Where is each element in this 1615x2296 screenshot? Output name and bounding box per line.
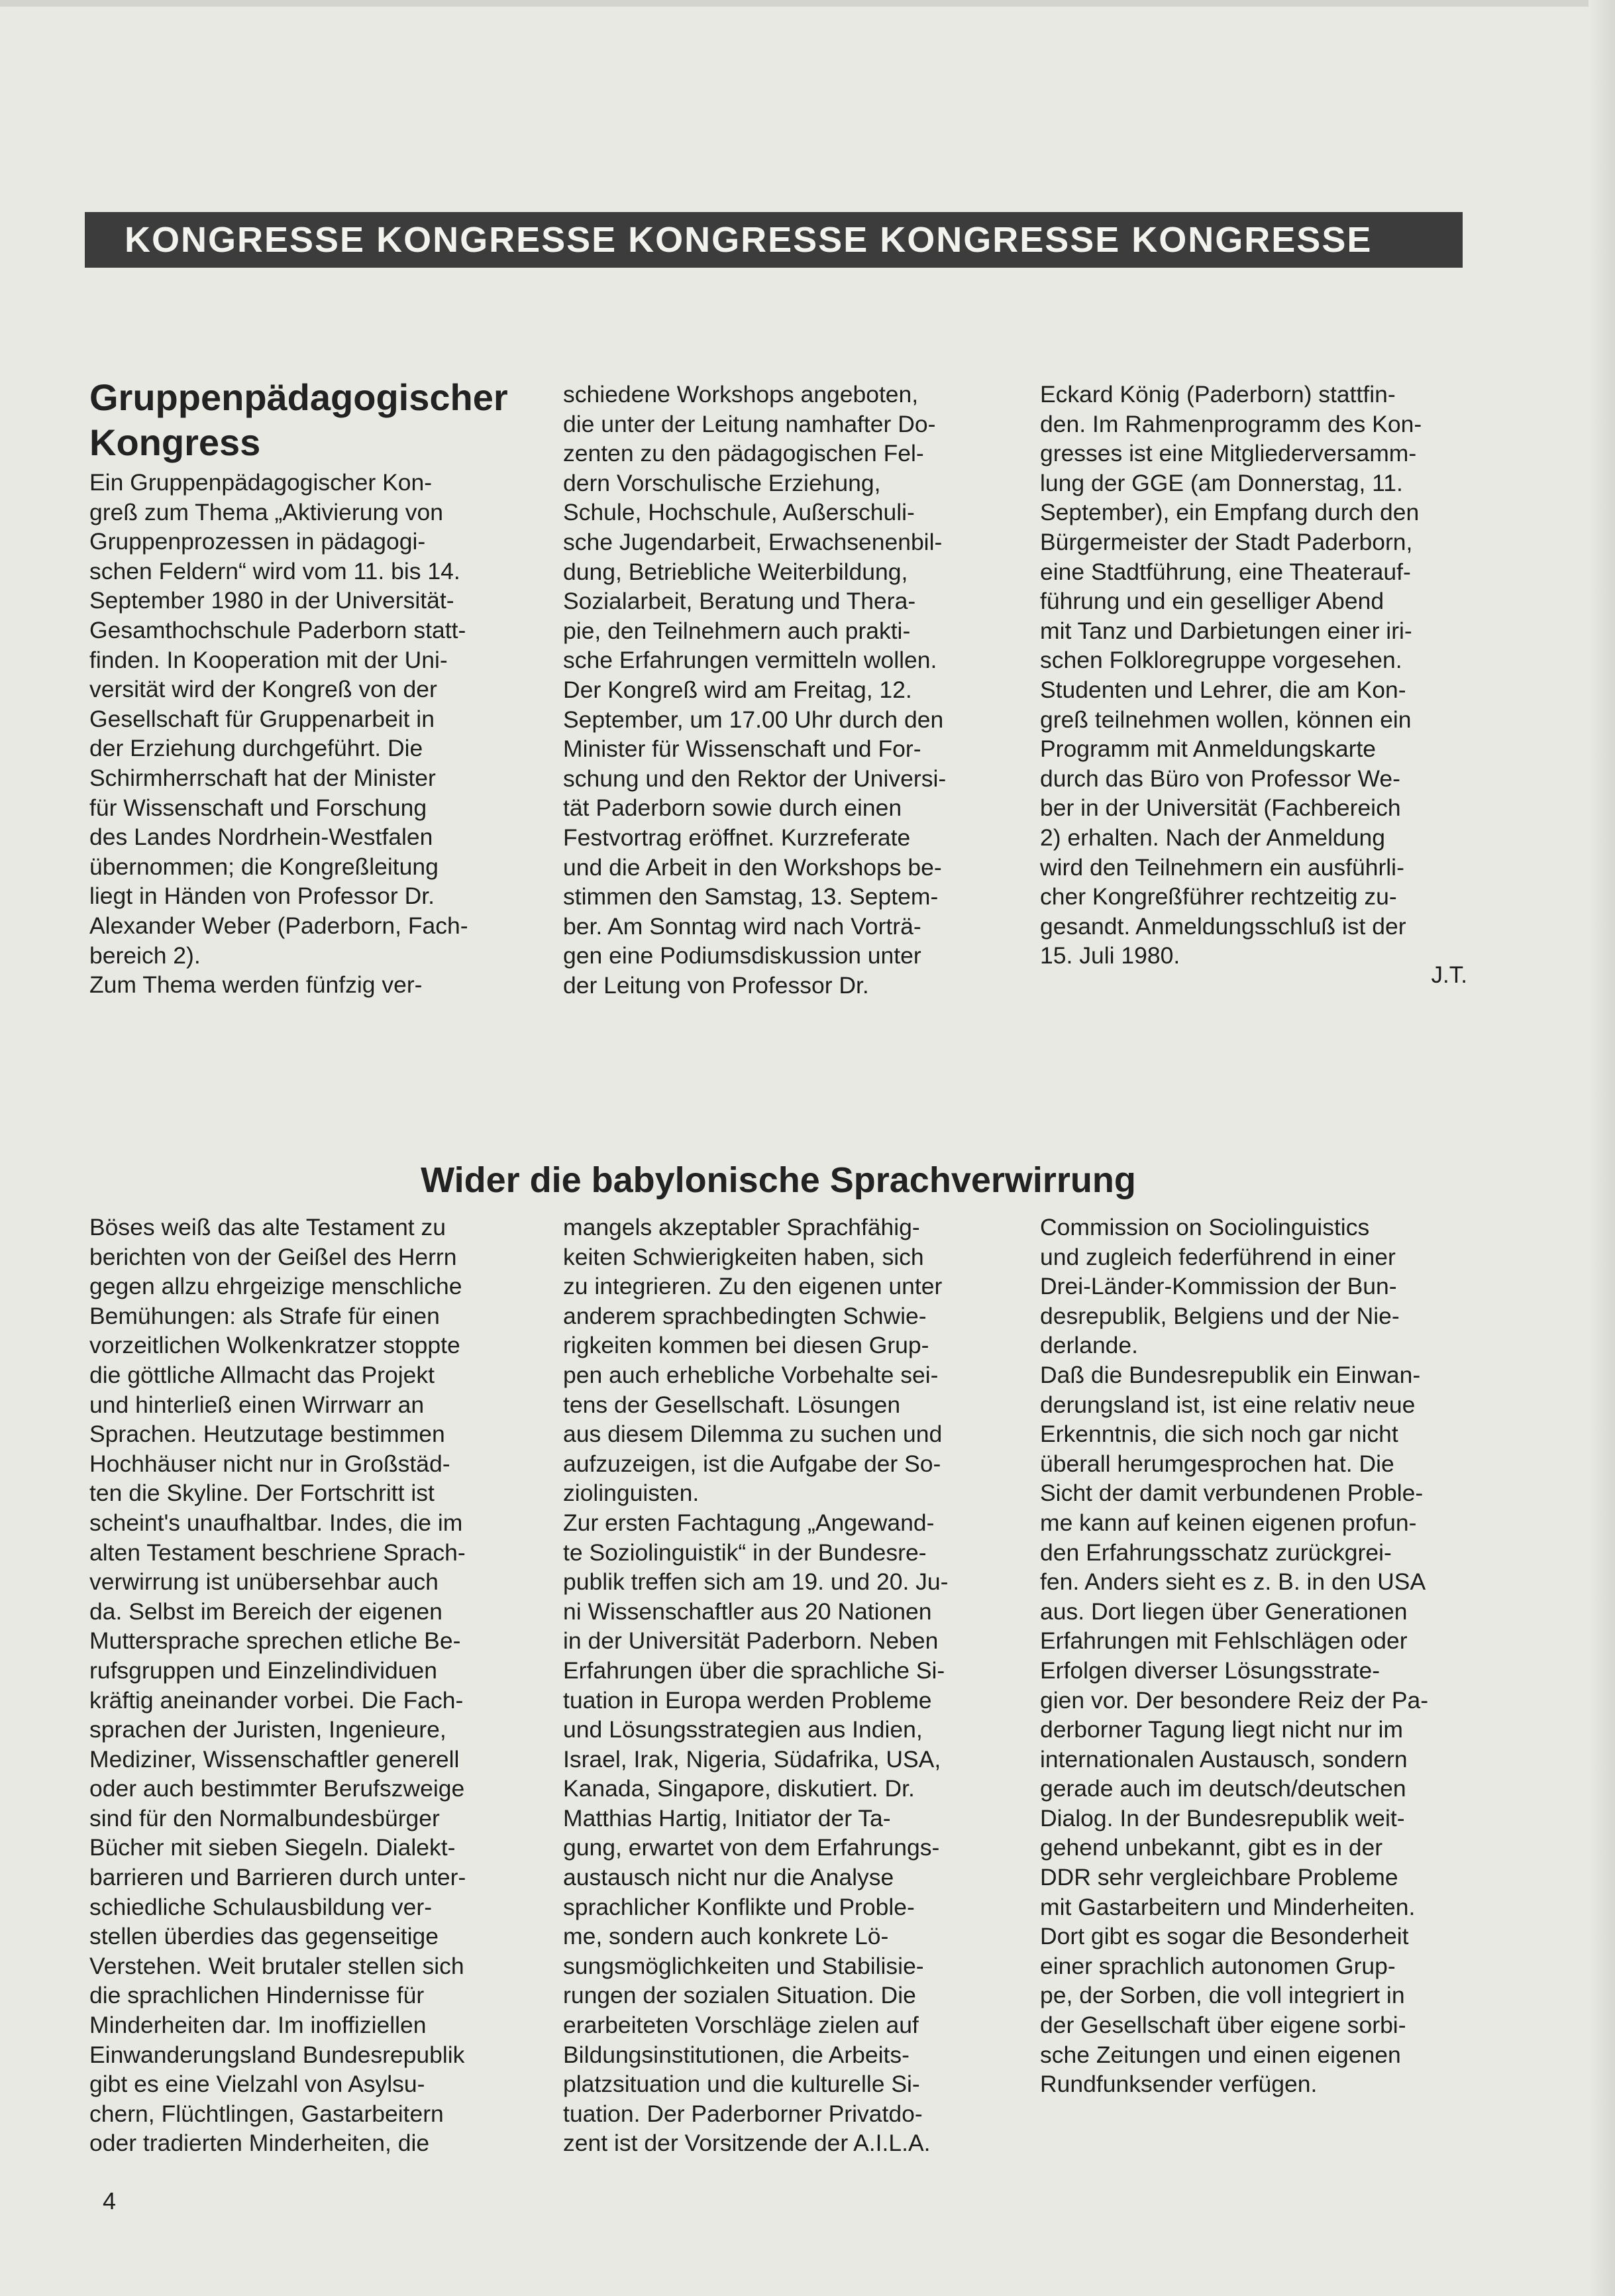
article2-headline: Wider die babylonische Sprachverwirrung [421,1160,1136,1200]
article2-column-3: Commission on Sociolinguistics und zugleich federführend in einer Drei-Länder-Kommission der Bun- desrepublik, Belgiens und der Nie- derlande. Daß die Bundesrepublik ein Einwan- derungsland ist, ist eine relativ neue Erkenntnis, die sich noch gar nicht überall herumgesprochen hat. Die Sicht der damit verbundenen Proble- me kann auf keinen eigenen profun- den Erfahrungsschatz zurückgrei- fen. Anders sieht es z. B. in den USA aus. Dort liegen über Generationen Erfahrungen mit Fehlschlägen oder Erfolgen diverser Lösungsstrate- gien vor. Der besondere Reiz der Pa- derborner Tagung liegt nicht nur im internationalen Austausch, sondern gerade auch im deutsch/deutschen Dialog. In der Bundesrepublik weit- gehend unbekannt, gibt es in der DDR sehr vergleichbare Probleme mit Gastarbeitern und Minderheiten. Dort gibt es sogar die Besonderheit einer sprachlich autonomen Grup- pe, der Sorben, die voll integriert in der Gesellschaft über eigene sorbi- sche Zeitungen und einen eigenen Rundfunksender verfügen. [1040,1214,1429,2098]
article1-column-3: Eckard König (Paderborn) stattfin- den. Im Rahmenprogramm des Kon- gresses ist eine Mitgliederversamm- lung der GGE (am Donnerstag, 11. September), ein Empfang durch den Bürgermeister der Stadt Paderborn, eine Stadtführung, eine Theaterauf- führung und ein geselliger Abend mit Tanz und Darbietungen einer iri- schen Folkloregruppe vorgesehen. Studenten und Lehrer, die am Kon- greß teilnehmen wollen, können ein Programm mit Anmeldungskarte durch das Büro von Professor We- ber in der Universität (Fachbereich 2) erhalten. Nach der Anmeldung wird den Teilnehmern ein ausführli- cher Kongreßführer rechtzeitig zu- gesandt. Anmeldungsschluß ist der 15. Juli 1980. [1040,381,1422,969]
article1-column-2: schiedene Workshops angeboten, die unter der Leitung namhafter Do- zenten zu den pädagogischen Fel- dern Vorschulische Erziehung, Schule, Hochschule, Außerschuli- sche Jugendarbeit, Erwachsenenbil- dung, Betriebliche Weiterbildung, Sozialarbeit, Beratung und Thera- pie, den Teilnehmern auch prakti- sche Erfahrungen vermitteln wollen. Der Kongreß wird am Freitag, 12. September, um 17.00 Uhr durch den Minister für Wissenschaft und For- schung und den Rektor der Universi- tät Paderborn sowie durch einen Festvortrag eröffnet. Kurzreferate und die Arbeit in den Workshops be- stimmen den Samstag, 13. Septem- ber. Am Sonntag wird nach Vorträ- gen eine Podiumsdiskussion unter der Leitung von Professor Dr. [563,381,947,999]
section-banner: KONGRESSE KONGRESSE KONGRESSE KONGRESSE KONGRESSE [85,212,1463,268]
page-right-edge [1589,0,1615,2296]
article1-signature: J.T. [1431,962,1467,988]
page-number: 4 [103,2187,117,2214]
article2-column-1: Böses weiß das alte Testament zu berichten von der Geißel des Herrn gegen allzu ehrgeizige menschliche Bemühungen: als Strafe für einen vorzeitlichen Wolkenkratzer stoppte die göttliche Allmacht das Projekt und hinterließ einen Wirrwarr an Sprachen. Heutzutage bestimmen Hochhäuser nicht nur in Großstäd- ten die Skyline. Der Fortschritt ist scheint's unaufhaltbar. Indes, die im alten Testament beschriene Sprach- verwirrung ist unübersehbar auch da. Selbst im Bereich der eigenen Muttersprache sprechen etliche Be- rufsgruppen und Einzelindividuen kräftig aneinander vorbei. Die Fach- sprachen der Juristen, Ingenieure, Mediziner, Wissenschaftler generell oder auch bestimmter Berufszweige sind für den Normalbundesbürger Bücher mit sieben Siegeln. Dialekt- barrieren und Barrieren durch unter- schiedliche Schulausbildung ver- stellen überdies das gegenseitige Verstehen. Weit brutaler stellen sich die sprachlichen Hindernisse für Minderheiten dar. Im inoffiziellen Einwanderungsland Bundesrepublik gibt es eine Vielzahl von Asylsu- chern, Flüchtlingen, Gastarbeitern oder tradierten Minderheiten, die [89,1214,466,2157]
article1-column-1: Ein Gruppenpädagogischer Kon- greß zum Thema „Aktivierung von Gruppenprozessen in pädagogi- schen Feldern“ wird vom 11. bis 14. September 1980 in der Universität- Gesamthochschule Paderborn statt- finden. In Kooperation mit der Uni- versität wird der Kongreß von der Gesellschaft für Gruppenarbeit in der Erziehung durchgeführt. Die Schirmherrschaft hat der Minister für Wissenschaft und Forschung des Landes Nordrhein-Westfalen übernommen; die Kongreßleitung liegt in Händen von Professor Dr. Alexander Weber (Paderborn, Fach- bereich 2). Zum Thema werden fünfzig ver- [89,469,468,999]
article1-headline: Gruppenpädagogischer Kongress [89,376,508,463]
page-top-edge [0,0,1615,7]
article2-column-2: mangels akzeptabler Sprachfähig- keiten Schwierigkeiten haben, sich zu integrieren. Zu den eigenen unter anderem sprachbedingten Schwie- rigkeiten kommen bei diesen Grup- pen auch erhebliche Vorbehalte sei- tens der Gesellschaft. Lösungen aus diesem Dilemma zu suchen und aufzuzeigen, ist die Aufgabe der So- ziolinguisten. Zur ersten Fachtagung „Angewand- te Soziolinguistik“ in der Bundesre- publik treffen sich am 19. und 20. Ju- ni Wissenschaftler aus 20 Nationen in der Universität Paderborn. Neben Erfahrungen über die sprachliche Si- tuation in Europa werden Probleme und Lösungsstrategien aus Indien, Israel, Irak, Nigeria, Südafrika, USA, Kanada, Singapore, diskutiert. Dr. Matthias Hartig, Initiator der Ta- gung, erwartet von dem Erfahrungs- austausch nicht nur die Analyse sprachlicher Konflikte und Proble- me, sondern auch konkrete Lö- sungsmöglichkeiten und Stabilisie- rungen der sozialen Situation. Die erarbeiteten Vorschläge zielen auf Bildungsinstitutionen, die Arbeits- platzsituation und die kulturelle Si- tuation. Der Paderborner Privatdo- zent ist der Vorsitzende der A.I.L.A. [563,1214,949,2157]
